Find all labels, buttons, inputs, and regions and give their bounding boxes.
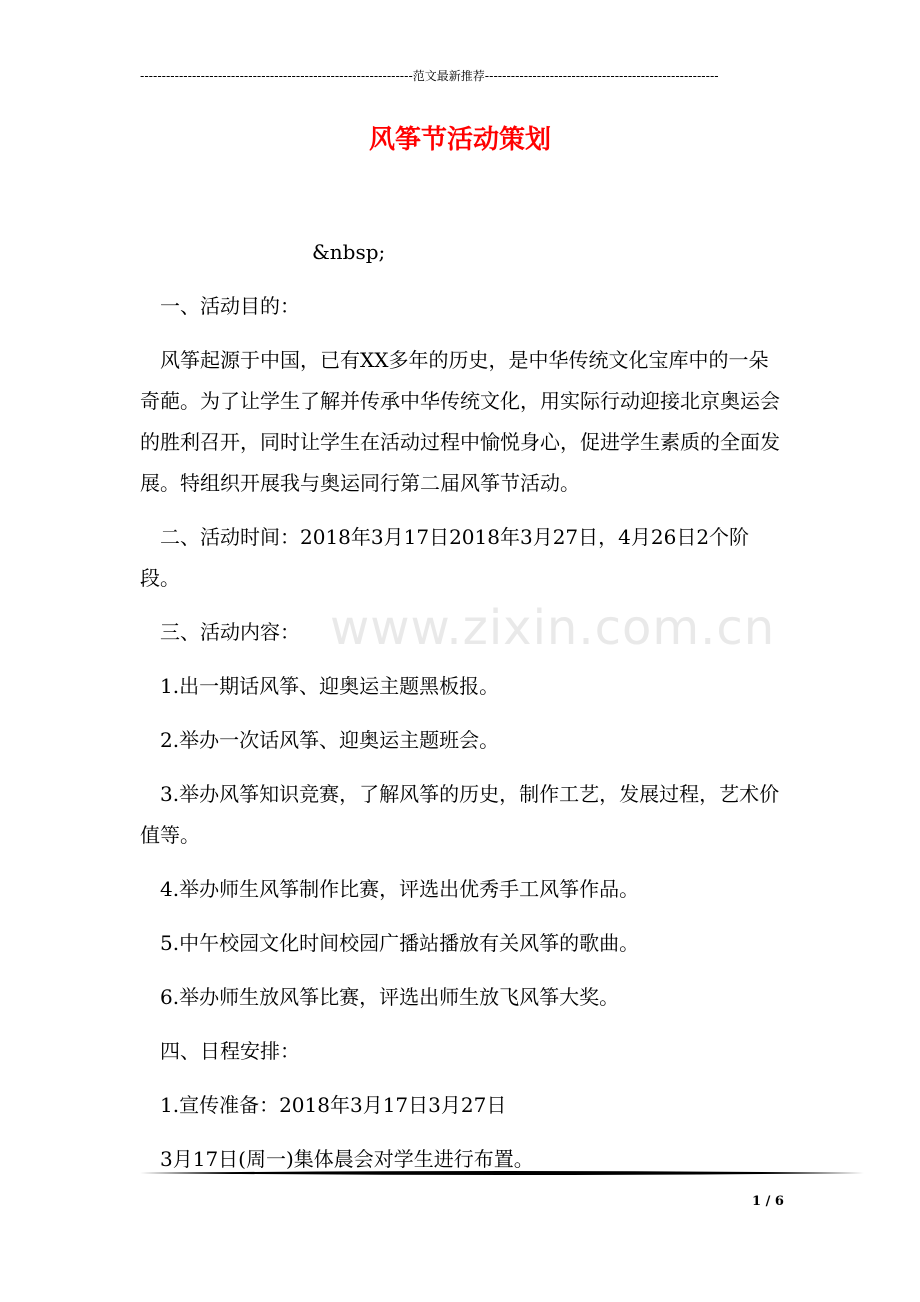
section-heading-content: 三、活动内容： — [160, 620, 300, 644]
list-item: 6.举办师生放风筝比赛，评选出师生放飞风筝大奖。 — [160, 985, 620, 1009]
footer-divider — [140, 1170, 864, 1176]
page-number: 1 / 6 — [752, 1194, 784, 1209]
paragraph-nbsp: &nbsp; — [312, 240, 386, 264]
list-item: 1.宣传准备：2018年3月17日3月27日 — [160, 1093, 507, 1117]
list-item: 2.举办一次话风筝、迎奥运主题班会。 — [160, 728, 500, 752]
list-item: 5.中午校园文化时间校园广播站播放有关风筝的歌曲。 — [160, 931, 640, 955]
list-item: 3月17日(周一)集体晨会对学生进行布置。 — [160, 1147, 534, 1171]
paragraph-time: 二、活动时间：2018年3月17日2018年3月27日，4月26日2个阶段。 — [140, 525, 750, 590]
paragraph-purpose: 风筝起源于中国，已有XX多年的历史，是中华传统文化宝库中的一朵奇葩。为了让学生了解并传承中华传统文化，用实际行动迎接北京奥运会的胜利召开，同时让学生在活动过程中愉悦身心，促进学生素质的全面发展。特组织开展我与奥运同行第二届风筝节活动。 — [140, 348, 780, 495]
list-item: 3.举办风筝知识竞赛，了解风筝的历史，制作工艺，发展过程，艺术价值等。 — [140, 782, 780, 847]
list-item: 1.出一期话风筝、迎奥运主题黑板报。 — [160, 674, 500, 698]
document-title: 风筝节活动策划 — [368, 125, 551, 155]
section-heading-purpose: 一、活动目的： — [160, 294, 300, 318]
watermark: www.zixin.com.cn — [330, 600, 776, 656]
list-item: 4.举办师生风筝制作比赛，评选出优秀手工风筝作品。 — [160, 877, 640, 901]
page-header: ---------------------------------------------------------------范文最新推荐------------------------------------------------------ — [140, 69, 719, 83]
document-body — [140, 232, 784, 1193]
section-heading-schedule: 四、日程安排： — [160, 1039, 300, 1063]
